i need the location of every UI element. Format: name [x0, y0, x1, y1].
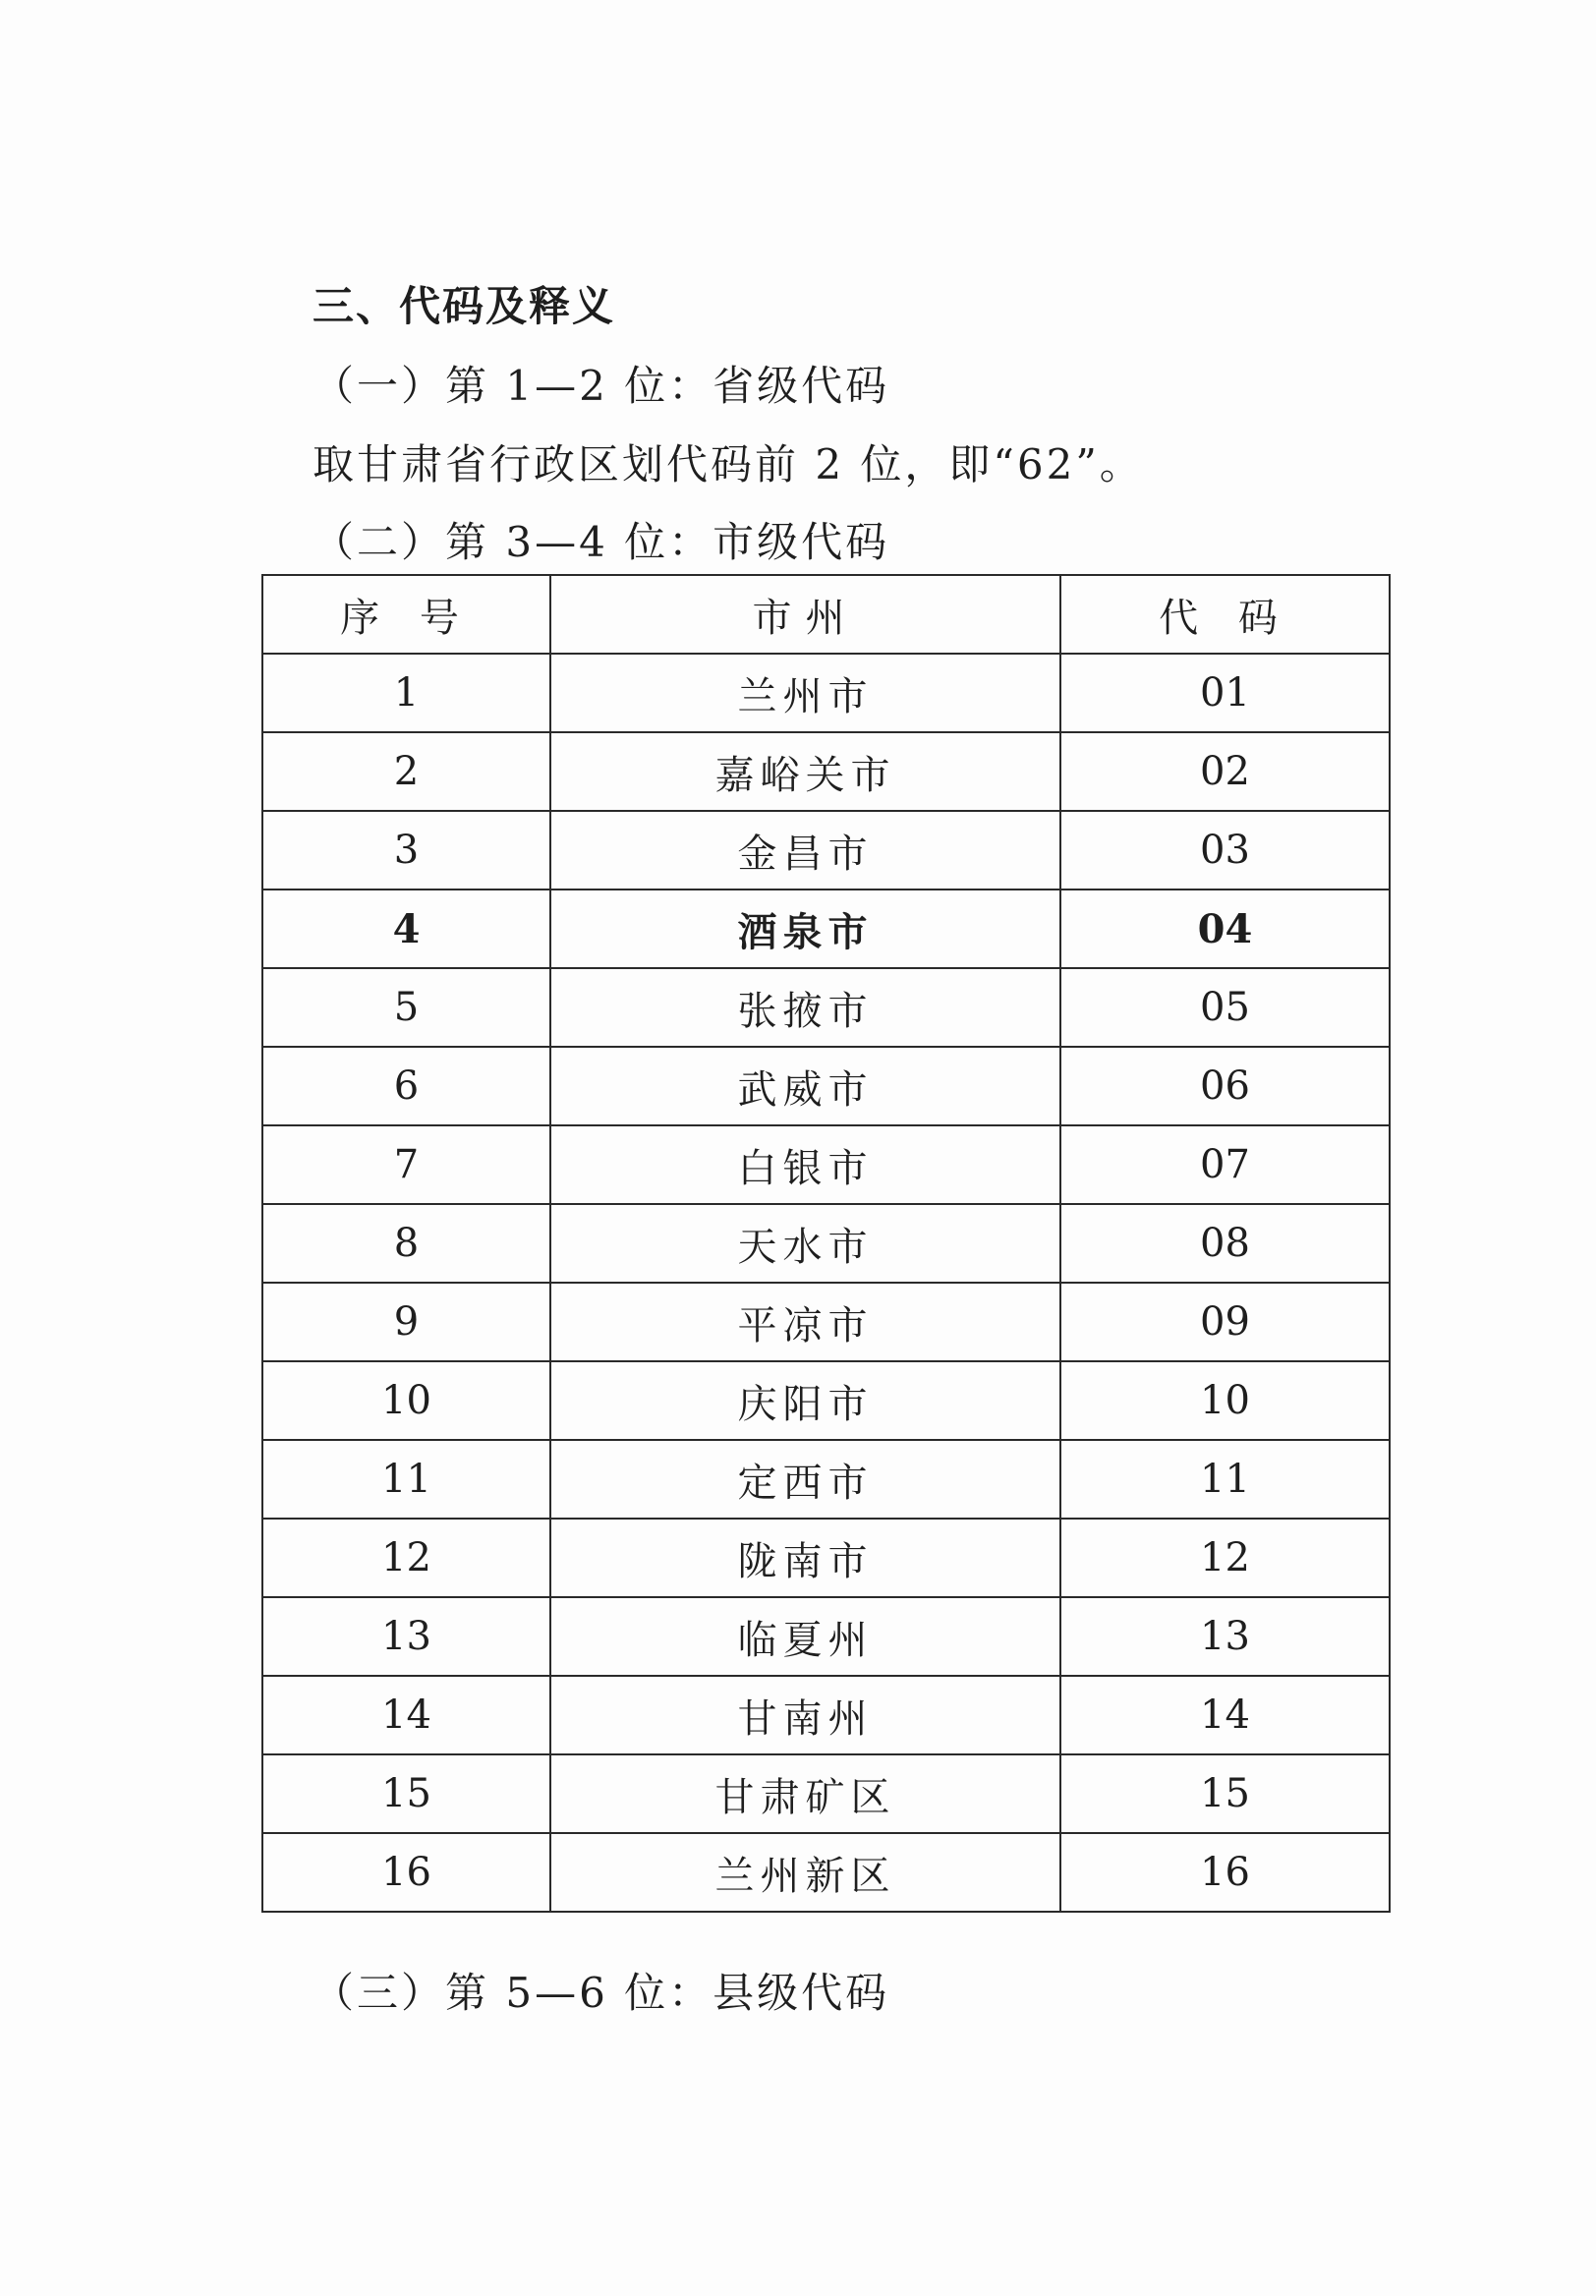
- city-code-cell: 15: [1060, 1754, 1390, 1833]
- city-code-cell: 08: [1060, 1204, 1390, 1283]
- city-code-cell: 11: [1060, 1440, 1390, 1519]
- table-row: [262, 811, 1390, 890]
- city-name-cell: 庆阳市: [550, 1361, 1060, 1440]
- city-name-cell: 定西市: [550, 1440, 1060, 1519]
- serial-number-cell: 14: [262, 1676, 550, 1754]
- city-code-cell: 04: [1060, 890, 1390, 968]
- table-row: [262, 1047, 1390, 1125]
- serial-number-cell: 5: [262, 968, 550, 1047]
- table-row: [262, 1519, 1390, 1597]
- city-name-cell: 白银市: [550, 1125, 1060, 1204]
- city-code-cell: 01: [1060, 654, 1390, 732]
- city-code-cell: 10: [1060, 1361, 1390, 1440]
- city-code-cell: 06: [1060, 1047, 1390, 1125]
- serial-number-cell: 16: [262, 1833, 550, 1912]
- table-row: [262, 732, 1390, 811]
- serial-number-cell: 4: [262, 890, 550, 968]
- city-name-cell: 兰州市: [550, 654, 1060, 732]
- city-name-cell: 陇南市: [550, 1519, 1060, 1597]
- table-row: [262, 1283, 1390, 1361]
- serial-number-cell: 9: [262, 1283, 550, 1361]
- subsection-provincial-code: （一）第 1—2 位：省级代码: [313, 362, 890, 410]
- table-row: [262, 1361, 1390, 1440]
- table-header-row: [262, 575, 1390, 654]
- city-name-cell: 甘肃矿区: [550, 1754, 1060, 1833]
- subsection-city-code: （二）第 3—4 位：市级代码: [313, 518, 890, 566]
- subsection-county-code: （三）第 5—6 位：县级代码: [313, 1969, 890, 2017]
- table-row: [262, 654, 1390, 732]
- table-row: [262, 1833, 1390, 1912]
- table-row: [262, 1676, 1390, 1754]
- serial-number-cell: 13: [262, 1597, 550, 1676]
- serial-number-cell: 10: [262, 1361, 550, 1440]
- table-row: [262, 890, 1390, 968]
- city-name-cell: 临夏州: [550, 1597, 1060, 1676]
- city-name-cell: 兰州新区: [550, 1833, 1060, 1912]
- header-city: 市州: [550, 575, 1060, 654]
- city-code-cell: 07: [1060, 1125, 1390, 1204]
- table-row: [262, 1440, 1390, 1519]
- table-row: [262, 968, 1390, 1047]
- city-name-cell: 平凉市: [550, 1283, 1060, 1361]
- city-code-cell: 05: [1060, 968, 1390, 1047]
- city-code-table: [261, 574, 1391, 1913]
- serial-number-cell: 3: [262, 811, 550, 890]
- serial-number-cell: 12: [262, 1519, 550, 1597]
- serial-number-cell: 11: [262, 1440, 550, 1519]
- city-code-cell: 14: [1060, 1676, 1390, 1754]
- serial-number-cell: 7: [262, 1125, 550, 1204]
- table-row: [262, 1204, 1390, 1283]
- city-code-cell: 13: [1060, 1597, 1390, 1676]
- city-name-cell: 酒泉市: [550, 890, 1060, 968]
- city-name-cell: 武威市: [550, 1047, 1060, 1125]
- city-code-cell: 12: [1060, 1519, 1390, 1597]
- city-code-cell: 09: [1060, 1283, 1390, 1361]
- city-code-cell: 02: [1060, 732, 1390, 811]
- city-code-cell: 16: [1060, 1833, 1390, 1912]
- section-heading: 三、代码及释义: [313, 282, 616, 330]
- serial-number-cell: 6: [262, 1047, 550, 1125]
- city-name-cell: 张掖市: [550, 968, 1060, 1047]
- serial-number-cell: 1: [262, 654, 550, 732]
- provincial-code-description: 取甘肃省行政区划代码前 2 位，即“62”。: [313, 440, 1144, 488]
- table-row: [262, 1597, 1390, 1676]
- table-row: [262, 1125, 1390, 1204]
- serial-number-cell: 2: [262, 732, 550, 811]
- city-name-cell: 嘉峪关市: [550, 732, 1060, 811]
- header-serial-number: 序 号: [262, 575, 550, 654]
- serial-number-cell: 15: [262, 1754, 550, 1833]
- city-name-cell: 金昌市: [550, 811, 1060, 890]
- city-code-cell: 03: [1060, 811, 1390, 890]
- city-name-cell: 天水市: [550, 1204, 1060, 1283]
- serial-number-cell: 8: [262, 1204, 550, 1283]
- table-row: [262, 1754, 1390, 1833]
- header-code: 代 码: [1060, 575, 1390, 654]
- city-name-cell: 甘南州: [550, 1676, 1060, 1754]
